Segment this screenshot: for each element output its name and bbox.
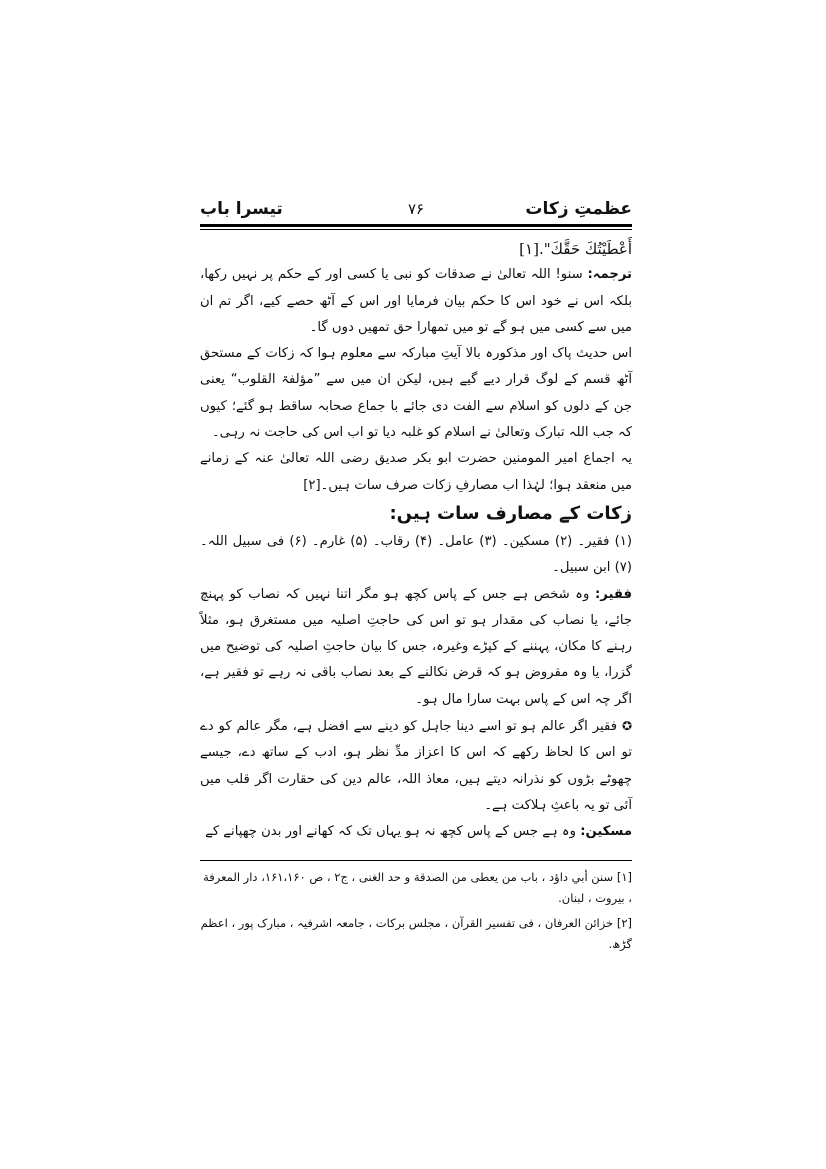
translation-paragraph (200, 262, 632, 341)
bullet-paragraph (200, 713, 632, 819)
translation-text: سنو! اللہ تعالیٰ نے صدقات کو نبی یا کسی اور کے حکم پر نہیں رکھا، بلکہ اس نے خود اس کا حکم بیان فرمایا اور اس کے آٹھ حصے کیے، اگر تم ان میں سے کسی میں ہو گے تو میں تمھارا حق تمھیں دوں گا۔ (200, 267, 632, 335)
footnote-rule (200, 860, 632, 861)
section-heading: زکات کے مصارف سات ہیں: (389, 502, 632, 524)
footnotes (200, 860, 632, 955)
bullet-text: فقیر اگر عالم ہو تو اسے دینا جاہل کو دینے سے افضل ہے، مگر عالم کو دے تو اس کا لحاظ رکھے کہ اس کا اعزاز مدِّ نظر ہو، ادب کے ساتھ دے، جیسے چھوٹے بڑوں کو نذرانہ دیتے ہیں، معاذ اللہ، عالم دین کی حقارت اگر قلب میں آئی تو یہ باعثِ ہلاکت ہے۔ (200, 719, 632, 813)
miskeen-label: مسکین: (580, 824, 632, 840)
page-header (200, 196, 632, 222)
header-rule-thick (200, 224, 632, 227)
miskeen-paragraph (200, 819, 632, 845)
paragraph-2: یہ اجماع امیر المومنین حضرت ابو بکر صدیق رضی اللہ تعالیٰ عنہ کے زمانے میں منعقد ہوا؛ لہٰذا اب مصارفِ زکات صرف سات ہیں۔[۲] (200, 451, 632, 493)
miskeen-text: وہ ہے جس کے پاس کچھ نہ ہو یہاں تک کہ کھانے اور بدن چھپانے کے (205, 824, 577, 840)
faqir-label: فقیر: (595, 586, 632, 602)
faqir-text: وہ شخص ہے جس کے پاس کچھ ہو مگر اتنا نہیں کہ نصاب کو پہنچ جائے، یا نصاب کی مقدار ہو تو اس کی حاجتِ اصلیہ میں مستغرق ہو، مثلاً رہنے کا مکان، پہننے کے کپڑے وغیرہ، جس کا بیان حاجتِ اصلیہ کی توضیح میں گزرا، یا وہ مقروض ہو کہ قرض نکالنے کے بعد نصاب باقی نہ رہے تو فقیر ہے، اگر چہ اس کے پاس بہت سارا مال ہو۔ (200, 586, 632, 707)
faqir-paragraph (200, 582, 632, 713)
chapter-title: تیسرا باب (200, 199, 283, 219)
footnote-2: [۲] خزائن العرفان ، فی تفسیر القرآن ، مجلس برکات ، جامعہ اشرفیہ ، مبارک پور ، اعظم گڑھ. (200, 916, 632, 951)
recipients-list: (۱) فقیر۔ (۲) مسکین۔ (۳) عامل۔ (۴) رقاب۔ (۵) غارم۔ (۶) فی سبیل اللہ۔ (۷) ابن سبیل۔ (200, 533, 633, 576)
page-content (200, 196, 632, 846)
page-body (200, 236, 632, 846)
star-bullet-icon: ✪ (621, 719, 632, 734)
arabic-hadith-line: أَعْطَيْتُكَ حَقَّكَ".[۱] (519, 240, 632, 258)
translation-label: ترجمہ: (587, 267, 632, 283)
book-title: عظمتِ زکات (525, 199, 632, 219)
footnote-1: [۱] سنن أبي داؤد ، باب من يعطى من الصدقة و حد الغنى ، ج۲ ، ص ۱۶۱،۱۶۰، دار المعرفة ، بيروت ، لبنان. (203, 870, 632, 905)
paragraph-1: اس حدیث پاک اور مذکورہ بالا آیتِ مبارکہ سے معلوم ہوا کہ زکات کے مستحق آٹھ قسم کے لوگ قرار دیے گیے ہیں، لیکن ان میں سے ”مؤلفۃ القلوب“ یعنی جن کے دلوں کو اسلام سے الفت دی جائے با جماع صحابہ ساقط ہو گئے؛ کیوں کہ جب اللہ تبارک وتعالیٰ نے اسلام کو غلبہ دیا تو اب اس کی حاجت نہ رہی۔ (200, 346, 632, 441)
header-rule-thin (200, 229, 632, 230)
page-number: ۷۶ (407, 200, 425, 218)
